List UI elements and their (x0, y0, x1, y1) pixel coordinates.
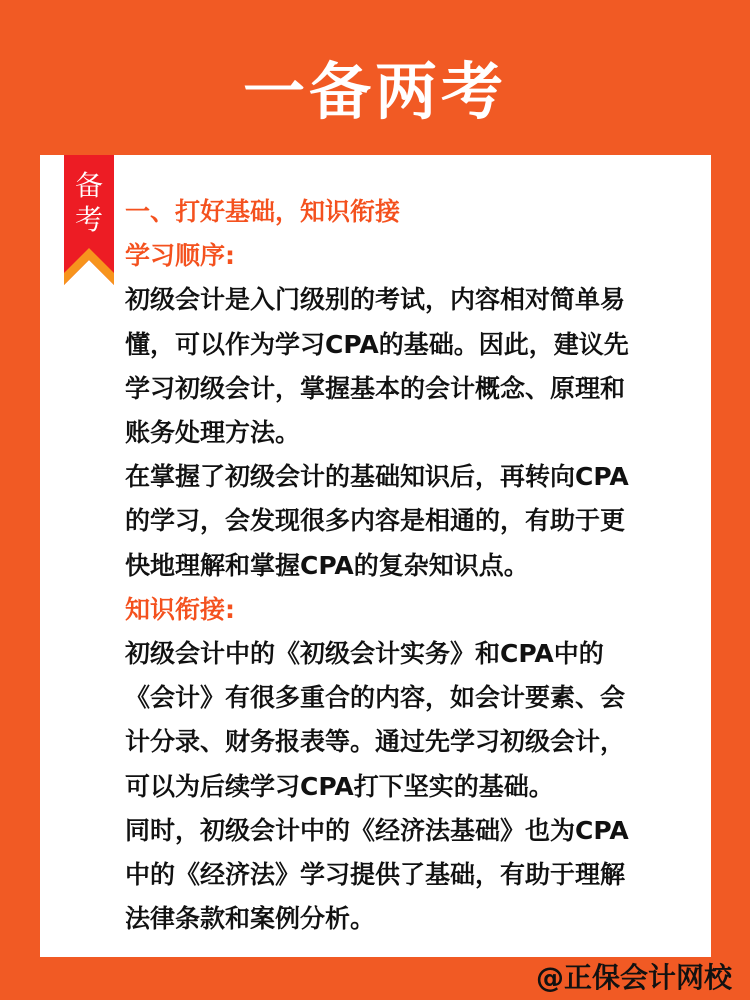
body-text-line: 账务处理方法。 (125, 418, 301, 448)
body-text-line: 法律条款和案例分析。 (125, 904, 376, 934)
body-text-line: 中的《经济法》学习提供了基础，有助于理解 (125, 860, 626, 890)
body-text-line: 学习初级会计，掌握基本的会计概念、原理和 (125, 373, 626, 403)
body-text-line: 同时，初级会计中的《经济法基础》也为CPA (125, 815, 629, 845)
bookmark-ribbon (64, 155, 114, 285)
ribbon-char: 考 (74, 203, 103, 236)
watermark-brand: @正保会计网校 (535, 961, 732, 994)
body-text-line: 懂，可以作为学习CPA的基础。因此，建议先 (125, 329, 629, 359)
body-text-line: 快地理解和掌握CPA的复杂知识点。 (125, 550, 529, 580)
subheading-study-order: 学习顺序: (125, 241, 235, 271)
subheading-knowledge-link: 知识衔接: (125, 594, 235, 624)
body-text-line: 可以为后续学习CPA打下坚实的基础。 (125, 771, 554, 801)
body-text-line: 在掌握了初级会计的基础知识后，再转向CPA (125, 462, 629, 492)
page-title: 一备两考 (242, 55, 507, 128)
body-text-line: 的学习，会发现很多内容是相通的，有助于更 (125, 506, 626, 536)
body-text-line: 《会计》有很多重合的内容，如会计要素、会 (125, 683, 626, 713)
body-text-line: 初级会计是入门级别的考试，内容相对简单易 (125, 285, 626, 315)
ribbon-char: 备 (74, 169, 103, 202)
body-text-line: 计分录、财务报表等。通过先学习初级会计， (125, 727, 626, 757)
section-heading: 一、打好基础，知识衔接 (125, 197, 401, 226)
body-text-line: 初级会计中的《初级会计实务》和CPA中的 (125, 639, 604, 669)
article-body (125, 190, 705, 941)
